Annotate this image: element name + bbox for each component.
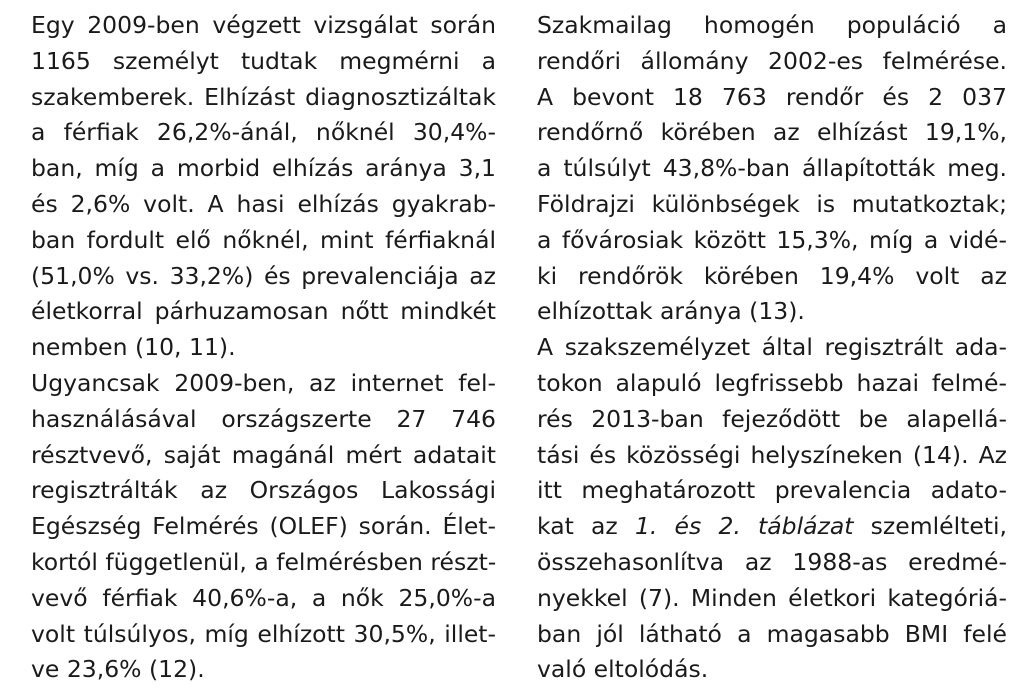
- text-line: volt túlsúlyos, míg elhízott 30,5%, illet-: [31, 619, 496, 648]
- text-line: ki rendőrök körében 19,4% volt az: [537, 261, 1007, 290]
- text-line: ban fordult elő nőknél, mint férfiaknál: [31, 225, 496, 254]
- right-column: [537, 8, 1007, 688]
- text-line: 1165 személyt tudtak megmérni a: [31, 46, 496, 75]
- table-reference: 1. és 2. táblázat: [634, 512, 854, 541]
- text-line: tási és közösségi helyszíneken (14). Az: [537, 440, 1007, 469]
- text-line: (51,0% vs. 33,2%) és prevalenciája az: [31, 261, 496, 290]
- text-line: itt meghatározott prevalencia adato-: [537, 476, 1007, 505]
- text-line: és 2,6% volt. A hasi elhízás gyakrab-: [31, 189, 496, 218]
- text-segment: kat az: [537, 512, 635, 541]
- text-line: Egészség Felmérés (OLEF) során. Élet-: [31, 512, 496, 541]
- text-line: elhízottak aránya (13).: [537, 297, 805, 326]
- text-line: összehasonlítva az 1988-as eredmé-: [537, 547, 1007, 576]
- text-line: A szakszemélyzet által regisztrált ada-: [537, 333, 1007, 362]
- text-line: regisztrálták az Országos Lakossági: [31, 476, 496, 505]
- text-line: nyekkel (7). Minden életkori kategóriá-: [537, 583, 1007, 612]
- text-line-with-table-reference: [537, 509, 1007, 545]
- text-segment: szemlélteti,: [853, 512, 1007, 541]
- text-line: a túlsúlyt 43,8%-ban állapították meg.: [537, 154, 1007, 183]
- text-line: életkorral párhuzamosan nőtt mindkét: [31, 297, 496, 326]
- text-line: kortól függetlenül, a felmérésben részt-: [31, 547, 496, 576]
- text-line: szakemberek. Elhízást diagnosztizáltak: [31, 82, 496, 111]
- left-column: [31, 8, 496, 688]
- text-line: nemben (10, 11).: [31, 333, 236, 362]
- text-line: a férfiak 26,2%-ánál, nőknél 30,4%-: [31, 118, 496, 147]
- text-line: rés 2013-ban fejeződött be alapellá-: [537, 404, 1007, 433]
- text-line: ve 23,6% (12).: [31, 655, 205, 684]
- text-line: rendőrnő körében az elhízást 19,1%,: [537, 118, 1007, 147]
- text-line: vevő férfiak 40,6%-a, a nők 25,0%-a: [31, 583, 496, 612]
- text-line: használásával országszerte 27 746: [31, 404, 496, 433]
- text-line: A bevont 18 763 rendőr és 2 037: [537, 82, 1007, 111]
- text-line: ban, míg a morbid elhízás aránya 3,1: [31, 154, 496, 183]
- text-line: rendőri állomány 2002-es felmérése.: [537, 46, 1007, 75]
- text-line: tokon alapuló legfrissebb hazai felmé-: [537, 368, 1007, 397]
- text-line: ban jól látható a magasabb BMI felé: [537, 619, 1007, 648]
- text-line: Szakmailag homogén populáció a: [537, 11, 1007, 39]
- text-line: résztvevő, saját magánál mért adatait: [31, 440, 496, 469]
- text-line: Egy 2009-ben végzett vizsgálat során: [31, 11, 496, 39]
- text-line: való eltolódás.: [537, 655, 709, 684]
- text-line: Földrajzi különbségek is mutatkoztak;: [537, 189, 1007, 218]
- text-line: a fővárosiak között 15,3%, míg a vidé-: [537, 225, 1007, 254]
- text-line: Ugyancsak 2009-ben, az internet fel-: [31, 368, 496, 397]
